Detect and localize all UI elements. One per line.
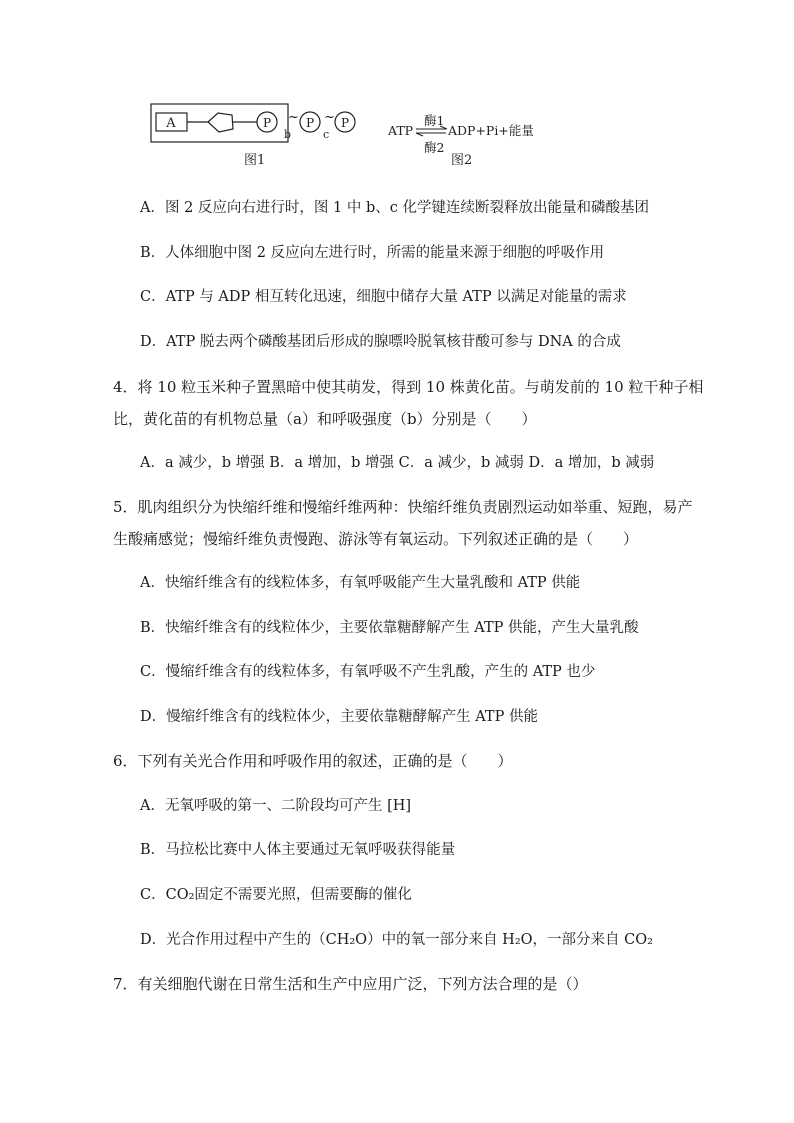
fig1-bond-b-label: b: [284, 128, 292, 141]
atp-figure: [140, 100, 560, 172]
q5-option-d: D．慢缩纤维含有的线粒体少，主要依靠糖酵解产生 ATP 供能: [140, 709, 538, 725]
q5-stem-line-1: 5．肌肉组织分为快缩纤维和慢缩纤维两种：快缩纤维负责剧烈运动如举重、短跑，易产: [113, 498, 693, 516]
fig1-bond-c-tilde: ~: [324, 110, 335, 125]
fig1-ribose-pentagon: [208, 113, 233, 132]
q5-option-b: B．快缩纤维含有的线粒体少，主要依靠糖酵解产生 ATP 供能，产生大量乳酸: [140, 620, 639, 636]
q6-stem: 6．下列有关光合作用和呼吸作用的叙述，正确的是（ ）: [113, 752, 513, 770]
fig1-phosphate-2-label: P: [305, 116, 315, 130]
q3-option-a: A．图 2 反应向右进行时，图 1 中 b、c 化学键连续断裂释放出能量和磷酸基团: [140, 200, 649, 216]
q6-option-d: D．光合作用过程中产生的（CH₂O）中的氧一部分来自 H₂O，一部分来自 CO₂: [140, 932, 653, 948]
fig2-atp-label: ATP: [388, 123, 414, 138]
q4-stem-line-2: 比，黄化苗的有机物总量（a）和呼吸强度（b）分别是（ ）: [113, 410, 537, 428]
q6-option-b: B．马拉松比赛中人体主要通过无氧呼吸获得能量: [140, 842, 456, 858]
fig2-products-label: ADP+Pi+能量: [448, 123, 534, 138]
fig1-adenine-label: A: [166, 116, 176, 131]
fig1-phosphate-3-label: P: [340, 116, 350, 130]
fig1-bond-b-tilde: ~: [288, 110, 299, 125]
q4-options: A．a 减少，b 增强 B．a 增加，b 增强 C．a 减少，b 减弱 D．a 增加，b 减弱: [140, 455, 655, 471]
q6-option-c: C．CO₂固定不需要光照，但需要酶的催化: [140, 887, 412, 903]
q6-option-a: A．无氧呼吸的第一、二阶段均可产生 [H]: [140, 798, 412, 814]
q3-option-b: B．人体细胞中图 2 反应向左进行时，所需的能量来源于细胞的呼吸作用: [140, 245, 605, 261]
q5-stem-line-2: 生酸痛感觉；慢缩纤维负责慢跑、游泳等有氧运动。下列叙述正确的是（ ）: [113, 530, 639, 548]
q3-option-c: C．ATP 与 ADP 相互转化迅速，细胞中储存大量 ATP 以满足对能量的需求: [140, 289, 627, 305]
fig2-caption: 图2: [451, 153, 473, 168]
fig2-enzyme-1-label: 酶1: [424, 113, 445, 128]
fig1-bond-c-label: c: [323, 128, 330, 141]
q5-option-a: A．快缩纤维含有的线粒体多，有氧呼吸能产生大量乳酸和 ATP 供能: [140, 575, 581, 591]
fig1-phosphate-1-label: P: [262, 116, 272, 130]
fig1-caption: 图1: [244, 153, 266, 168]
q7-stem: 7．有关细胞代谢在日常生活和生产中应用广泛，下列方法合理的是（）: [113, 975, 588, 993]
q4-stem-line-1: 4．将 10 粒玉米种子置黑暗中使其萌发，得到 10 株黄化苗。与萌发前的 10 粒干种子相: [113, 378, 704, 396]
fig2-enzyme-2-label: 酶2: [424, 140, 445, 155]
q3-option-d: D．ATP 脱去两个磷酸基团后形成的腺嘌呤脱氧核苷酸可参与 DNA 的合成: [140, 334, 621, 350]
q5-option-c: C．慢缩纤维含有的线粒体多，有氧呼吸不产生乳酸，产生的 ATP 也少: [140, 664, 596, 680]
